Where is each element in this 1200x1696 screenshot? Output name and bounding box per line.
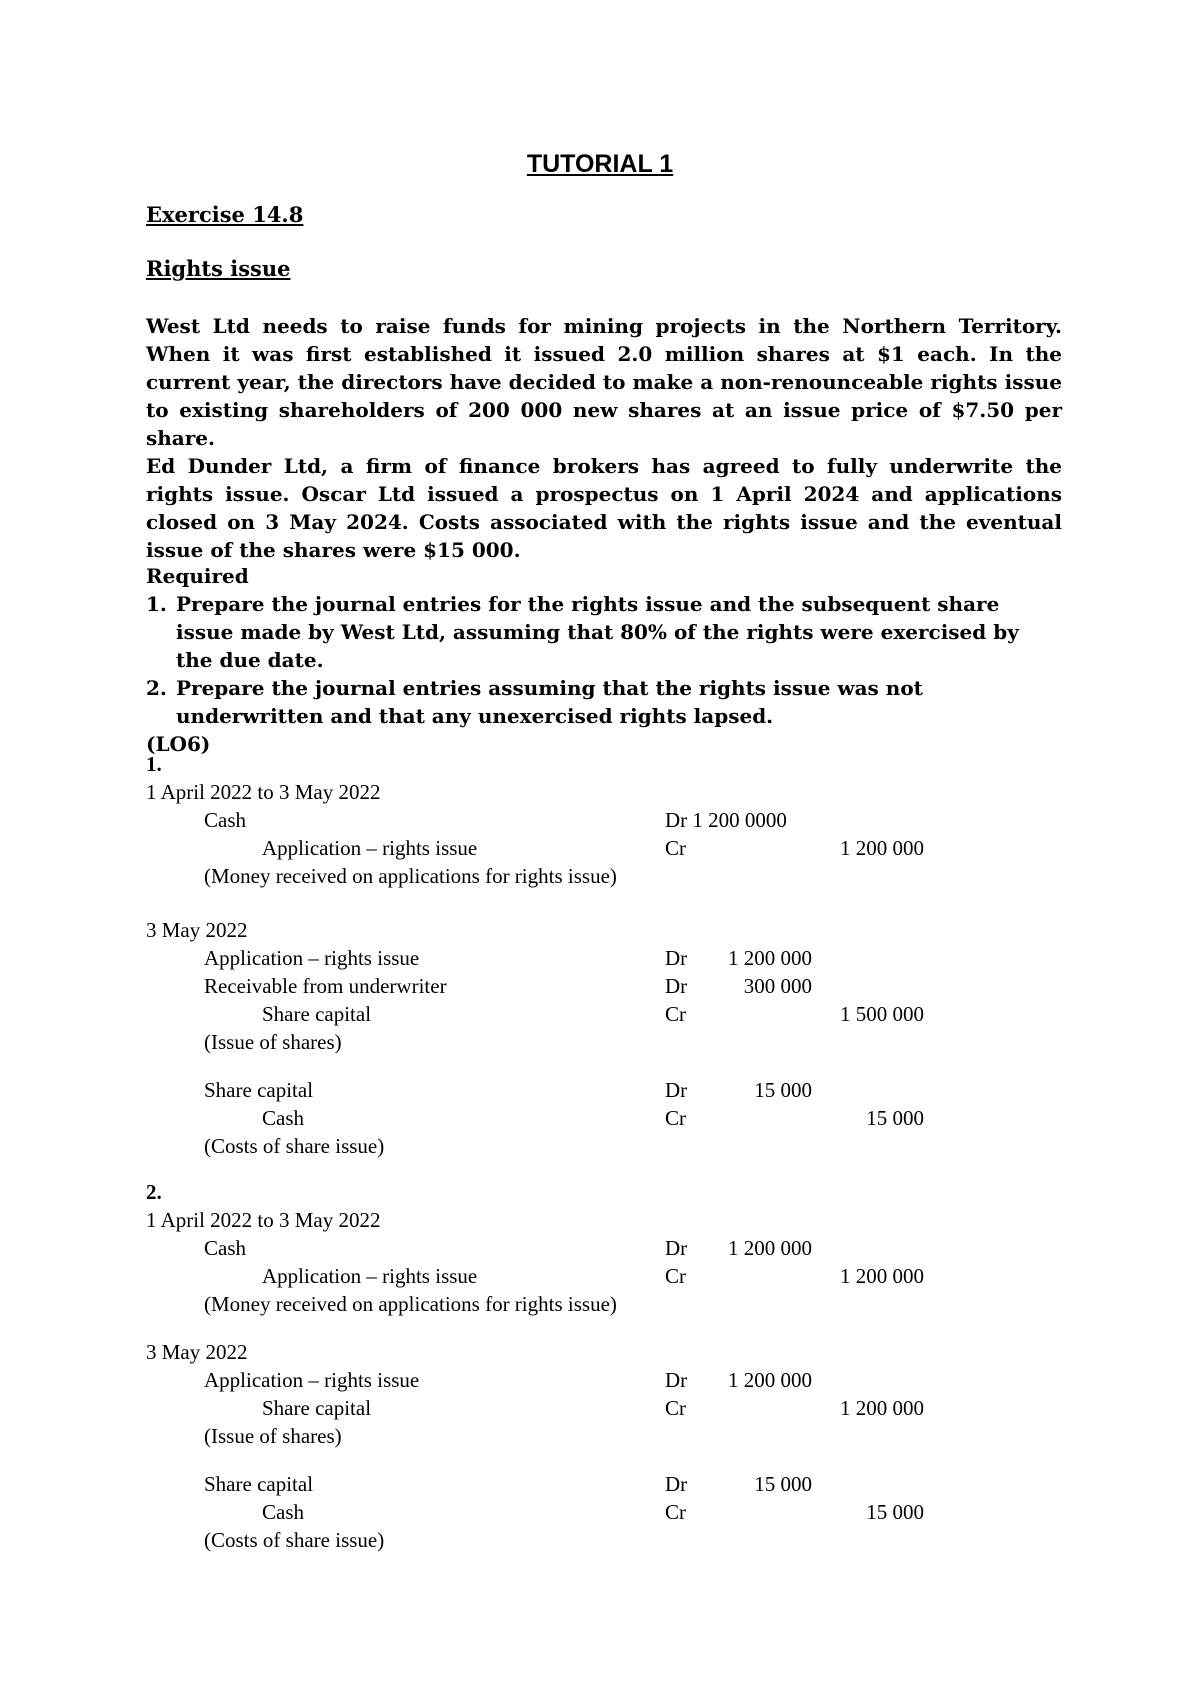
debit-amount: Dr 1 200 0000: [665, 808, 787, 832]
journal-account: Share capital: [262, 1396, 372, 1420]
credit-marker: Cr: [665, 836, 686, 860]
debit-marker: Dr: [665, 1368, 688, 1392]
debit-marker: Dr: [665, 946, 688, 970]
journal-account: Cash: [204, 1236, 246, 1260]
required-section: [146, 562, 1062, 758]
journal-narration: (Issue of shares): [204, 1030, 342, 1054]
debit-amount: 1 200 000: [728, 1236, 812, 1260]
credit-amount: 15 000: [866, 1500, 924, 1524]
solution-number: 1.: [146, 752, 162, 776]
required-item-number: 2.: [146, 676, 167, 700]
required-item-text: Prepare the journal entries for the rights issue and the subsequent share issue made by West Ltd, assuming that 80% of the rights were exercised by the due date.: [176, 592, 1019, 672]
debit-marker: Dr: [665, 1472, 688, 1496]
credit-marker: Cr: [665, 1500, 686, 1524]
question-text: [146, 312, 1062, 564]
credit-amount: 1 200 000: [840, 836, 924, 860]
debit-marker: Dr: [665, 974, 688, 998]
required-label: Required: [146, 564, 249, 588]
exercise-heading: Exercise 14.8: [146, 202, 304, 227]
journal-account: Application – rights issue: [262, 836, 478, 860]
journal-narration: (Costs of share issue): [204, 1134, 385, 1158]
journal-date: 1 April 2022 to 3 May 2022: [146, 1208, 381, 1232]
question-paragraph: Ed Dunder Ltd, a firm of finance brokers has agreed to fully underwrite the rights issue. Oscar Ltd issued a prospectus on 1 April 2024 and applications closed on 3 May 2024. Costs associated with the rights issue and the eventual issue of the shares were $15 000.: [146, 454, 1062, 562]
required-item-number: 1.: [146, 592, 167, 616]
debit-amount: 1 200 000: [728, 1368, 812, 1392]
required-item-text: Prepare the journal entries assuming that the rights issue was not underwritten and that any unexercised rights lapsed.: [176, 676, 923, 728]
debit-amount: 15 000: [754, 1472, 812, 1496]
journal-date: 1 April 2022 to 3 May 2022: [146, 780, 381, 804]
credit-marker: Cr: [665, 1396, 686, 1420]
required-item: [146, 590, 1062, 674]
credit-amount: 1 200 000: [840, 1396, 924, 1420]
credit-amount: 1 500 000: [840, 1002, 924, 1026]
journal-date: 3 May 2022: [146, 1340, 248, 1364]
debit-marker: Dr: [665, 1236, 688, 1260]
credit-marker: Cr: [665, 1106, 686, 1130]
journal-account: Receivable from underwriter: [204, 974, 447, 998]
journal-account: Cash: [204, 808, 246, 832]
page-title: TUTORIAL 1: [526, 150, 674, 178]
journal-narration: (Money received on applications for rights issue): [204, 1292, 617, 1316]
debit-amount: 15 000: [754, 1078, 812, 1102]
debit-amount: 1 200 000: [728, 946, 812, 970]
journal-narration: (Issue of shares): [204, 1424, 342, 1448]
journal-account: Cash: [262, 1106, 304, 1130]
journal-date: 3 May 2022: [146, 918, 248, 942]
journal-account: Share capital: [262, 1002, 372, 1026]
journal-account: Cash: [262, 1500, 304, 1524]
journal-account: Share capital: [204, 1472, 314, 1496]
credit-marker: Cr: [665, 1264, 686, 1288]
credit-amount: 1 200 000: [840, 1264, 924, 1288]
journal-account: Share capital: [204, 1078, 314, 1102]
rights-issue-heading: Rights issue: [146, 256, 291, 281]
journal-narration: (Money received on applications for rights issue): [204, 864, 617, 888]
debit-amount: 300 000: [743, 974, 812, 998]
solution-number: 2.: [146, 1180, 162, 1204]
journal-account: Application – rights issue: [262, 1264, 478, 1288]
journal-account: Application – rights issue: [204, 1368, 420, 1392]
question-paragraph: West Ltd needs to raise funds for mining projects in the Northern Territory. When it was first established it issued 2.0 million shares at $1 each. In the current year, the directors have decided to make a non-renounceable rights issue to existing shareholders of 200 000 new shares at an issue price of $7.50 per share.: [146, 314, 1062, 450]
debit-marker: Dr: [665, 1078, 688, 1102]
credit-marker: Cr: [665, 1002, 686, 1026]
journal-account: Application – rights issue: [204, 946, 420, 970]
credit-amount: 15 000: [866, 1106, 924, 1130]
required-item: [146, 674, 1062, 730]
learning-outcome: (LO6): [146, 732, 211, 756]
journal-narration: (Costs of share issue): [204, 1528, 385, 1552]
